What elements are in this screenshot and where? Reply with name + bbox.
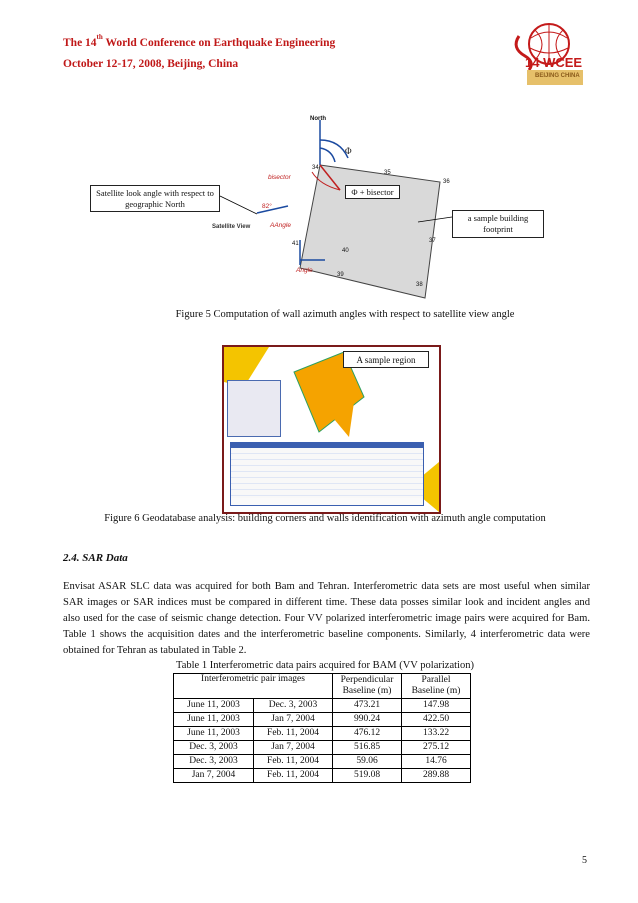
table-row [174,727,471,741]
table-row [174,755,471,769]
table-row [174,769,471,783]
table-cell: 990.24 [333,713,402,727]
table-row [174,741,471,755]
corner-label: 36 [443,179,450,185]
bisector-label: bisector [268,174,291,181]
corner-label: 39 [337,272,344,278]
table-cell: June 11, 2003 [174,727,254,741]
page-number: 5 [582,855,587,866]
callout-satellite-look-angle: Satellite look angle with respect to geographic North [90,185,220,212]
attribute-window [227,380,281,437]
section-heading: 2.4. SAR Data [63,552,128,564]
table-cell: June 11, 2003 [174,713,254,727]
table-cell: 147.98 [402,699,471,713]
table-cell: Jan 7, 2004 [254,713,333,727]
table-cell: Dec. 3, 2003 [254,699,333,713]
table-cell: Dec. 3, 2003 [174,755,254,769]
callout-sample-region: A sample region [343,351,429,368]
table-header-row [174,674,471,699]
table-cell: Dec. 3, 2003 [174,741,254,755]
corner-label: 37 [429,238,436,244]
table1 [173,673,471,783]
table-cell: Feb. 11, 2004 [254,769,333,783]
north-label: North [310,116,326,122]
logo-text: 14 WCEE [525,55,583,70]
corner-label: 35 [384,170,391,176]
table-header-cell: Parallel Baseline (m) [402,674,471,699]
angle-82-label: 82° [262,203,272,210]
corner-label: 40 [342,248,349,254]
figure5-caption: Figure 5 Computation of wall azimuth angles with respect to satellite view angle [175,309,515,320]
table-cell: 133.22 [402,727,471,741]
angle-label: Angle [296,267,313,274]
table-cell: 476.12 [333,727,402,741]
attribute-table [230,442,424,506]
table1-caption: Table 1 Interferometric data pairs acquired for BAM (VV polarization) [176,660,474,671]
figure6-caption: Figure 6 Geodatabase analysis: building corners and walls identification with azimuth angle computation [104,513,546,524]
table-cell: 473.21 [333,699,402,713]
table-row [174,713,471,727]
table-cell: 519.08 [333,769,402,783]
table-cell: 14.76 [402,755,471,769]
figure6-screenshot [222,345,441,514]
table-cell: 59.06 [333,755,402,769]
table-cell: 422.50 [402,713,471,727]
table-cell: Feb. 11, 2004 [254,755,333,769]
satellite-view-label: Satellite View [212,224,251,230]
conference-title: The 14th World Conference on Earthquake Engineering [63,33,336,49]
table-cell: Jan 7, 2004 [254,741,333,755]
aangle-label: AAngle [270,222,291,229]
table-cell: June 11, 2003 [174,699,254,713]
table-cell: 516.85 [333,741,402,755]
table-cell: 275.12 [402,741,471,755]
table-header-cell: Interferometric pair images [174,674,333,699]
table-header-cell: Perpendicular Baseline (m) [333,674,402,699]
table-cell: Feb. 11, 2004 [254,727,333,741]
callout-building-footprint: a sample building footprint [452,210,544,238]
logo-subtext: BEIJING CHINA [535,73,580,79]
table-cell: 289.88 [402,769,471,783]
corner-label: 34 [312,165,319,171]
table-row [174,699,471,713]
corner-label: 41 [292,241,299,247]
callout-phi-bisector: Φ + bisector [345,185,400,199]
section-paragraph: Envisat ASAR SLC data was acquired for both Bam and Tehran. Interferometric data sets are most useful when similar SAR images or SAR indices must be compared in different time. These data posses similar look and incident angles and also used for the case of seismic change detection. Four VV polarized interferometric image pairs were acquired for Bam. Table 1 shows the acquisition dates and the interferometric baseline components. Similarly, 4 interferometric data were obtained for Tehran as tabulated in Table 2. [63,581,590,656]
table-cell: Jan 7, 2004 [174,769,254,783]
phi-label: Φ [345,146,352,156]
corner-label: 38 [416,282,423,288]
conference-dates: October 12-17, 2008, Beijing, China [63,58,239,70]
